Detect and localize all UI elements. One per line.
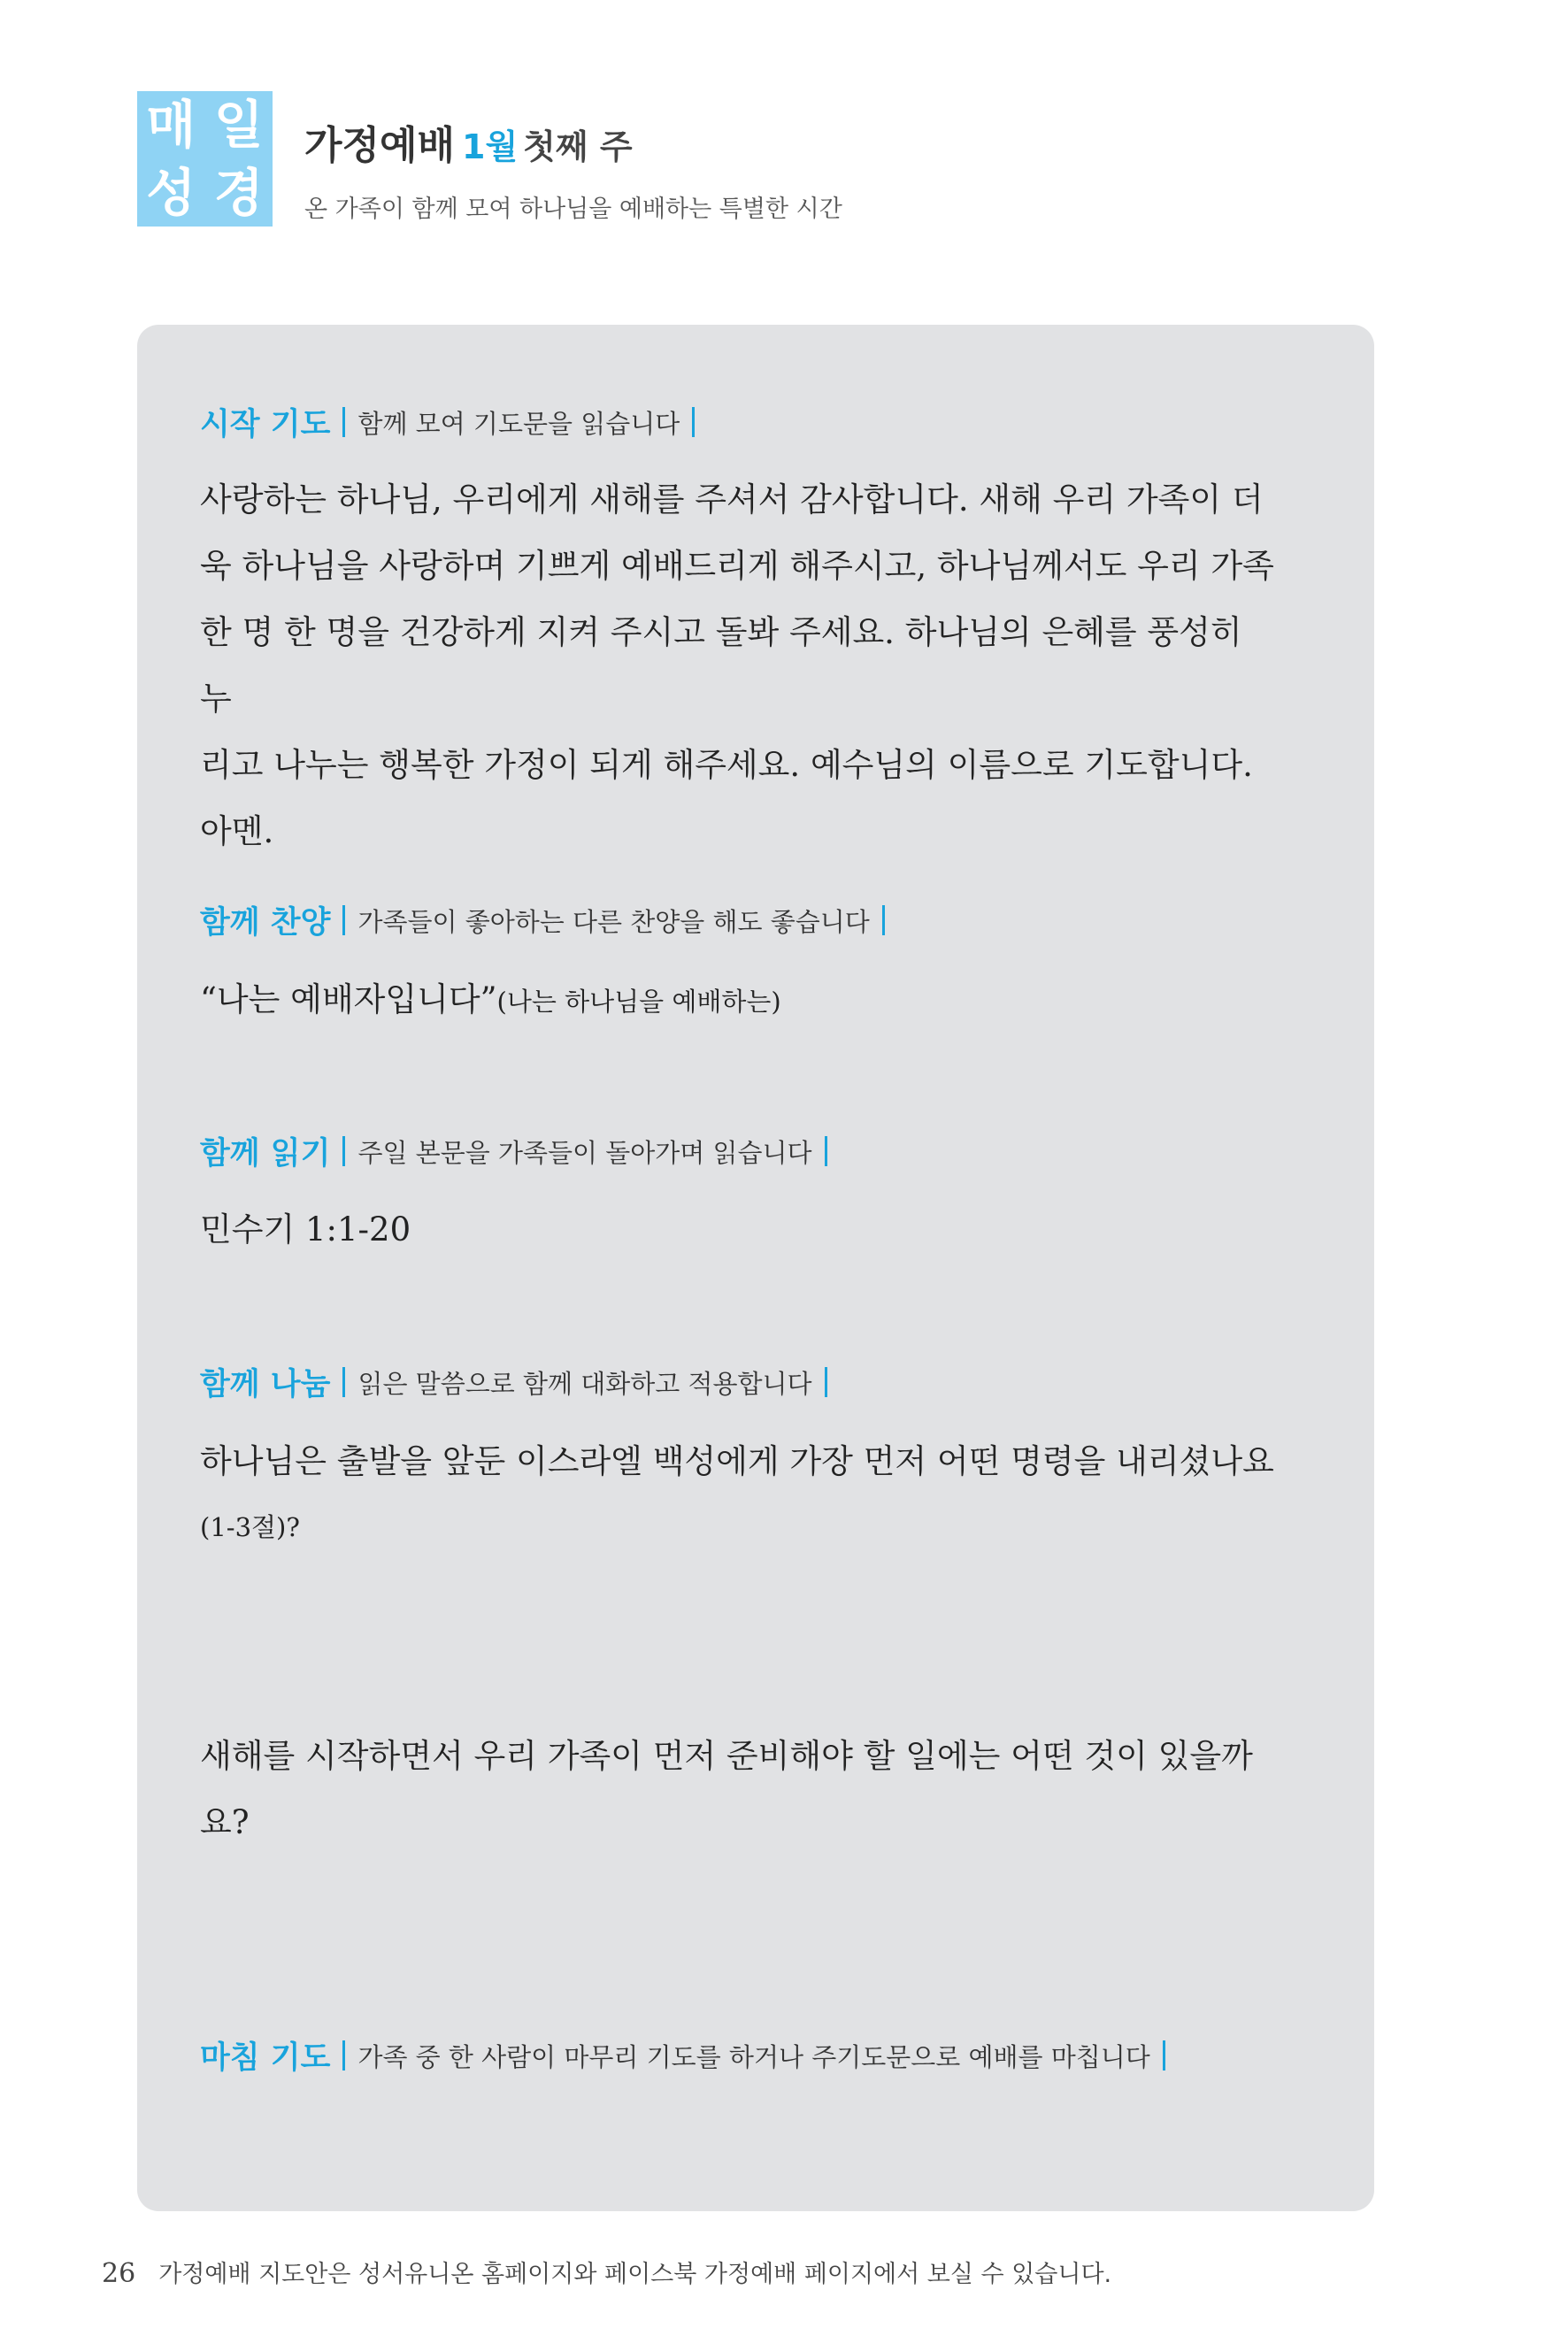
praise-song (200, 966, 1280, 1035)
reading-passage: 민수기 1:1-20 (200, 1210, 411, 1248)
page-subtitle: 온 가족이 함께 모여 하나님을 예배하는 특별한 시간 (304, 196, 842, 223)
section-guide: 주일 본문을 가족들이 돌아가며 읽습니다 (357, 1137, 812, 1168)
footer-note: 가정예배 지도안은 성서유니온 홈페이지와 페이스북 가정예배 페이지에서 보실 수 있습니다. (158, 2261, 1112, 2288)
logo-char-4: 경 (213, 162, 264, 223)
section-guide: 함께 모여 기도문을 읽습니다 (357, 408, 680, 439)
divider-bar (342, 407, 345, 437)
section-praise-header (200, 898, 897, 942)
page-footer (102, 2255, 1111, 2289)
section-closing-prayer-header (200, 2033, 1178, 2078)
section-reading-header (200, 1129, 840, 1173)
sharing-question-1: 하나님은 출발을 앞둔 이스라엘 백성에게 가장 먼저 어떤 명령을 내리셨나요 (200, 1442, 1274, 1480)
title-text: 가정예배 (304, 123, 456, 168)
section-label: 시작 기도 (200, 407, 331, 442)
logo-char-3: 성 (146, 162, 196, 223)
divider-bar (825, 1136, 827, 1166)
section-guide: 읽은 말씀으로 함께 대화하고 적용합니다 (357, 1368, 812, 1399)
page-title (304, 113, 633, 170)
divider-bar (882, 905, 885, 935)
song-title: “나는 예배자입니다” (200, 980, 497, 1018)
sharing-question-1-reference: (1-3절)? (200, 1512, 300, 1542)
song-note: (나는 하나님을 예배하는) (496, 987, 781, 1017)
section-guide: 가족 중 한 사람이 마무리 기도를 하거나 주기도문으로 예배를 마칩니다 (357, 2041, 1150, 2072)
section-label: 함께 찬양 (200, 905, 331, 941)
section-label: 마침 기도 (200, 2040, 331, 2076)
sharing-question-2: 새해를 시작하면서 우리 가족이 먼저 준비해야 할 일에는 어떤 것이 있을까 요? (200, 1737, 1253, 1841)
divider-bar (342, 1136, 345, 1166)
divider-bar (1163, 2040, 1165, 2071)
title-month: 1월 (462, 127, 519, 166)
logo-char-2: 일 (213, 95, 264, 156)
section-label: 함께 나눔 (200, 1367, 331, 1402)
section-opening-prayer-header (200, 400, 707, 444)
daily-bible-logo (137, 91, 273, 227)
divider-bar (692, 407, 695, 437)
logo-char-1: 매 (146, 95, 196, 156)
page-number: 26 (102, 2258, 136, 2289)
section-sharing-header (200, 1360, 840, 1404)
divider-bar (342, 1367, 345, 1397)
section-label: 함께 읽기 (200, 1136, 331, 1172)
opening-prayer-text: 사랑하는 하나님, 우리에게 새해를 주셔서 감사합니다. 새해 우리 가족이 더 욱 하나님을 사랑하며 기쁘게 예배드리게 해주시고, 하나님께서도 우리 가족 한 명 한 명을 건강하게 지켜 주시고 돌봐 주세요. 하나님의 은혜를 풍성히 누 리고 나누는 행복한 가정이 되게 해주세요. 예수님의 이름으로 기도합니다. 아멘. (200, 480, 1274, 850)
divider-bar (825, 1367, 827, 1397)
section-guide: 가족들이 좋아하는 다른 찬양을 해도 좋습니다 (357, 906, 870, 937)
divider-bar (342, 905, 345, 935)
divider-bar (342, 2040, 345, 2071)
title-week: 첫째 주 (523, 127, 633, 166)
